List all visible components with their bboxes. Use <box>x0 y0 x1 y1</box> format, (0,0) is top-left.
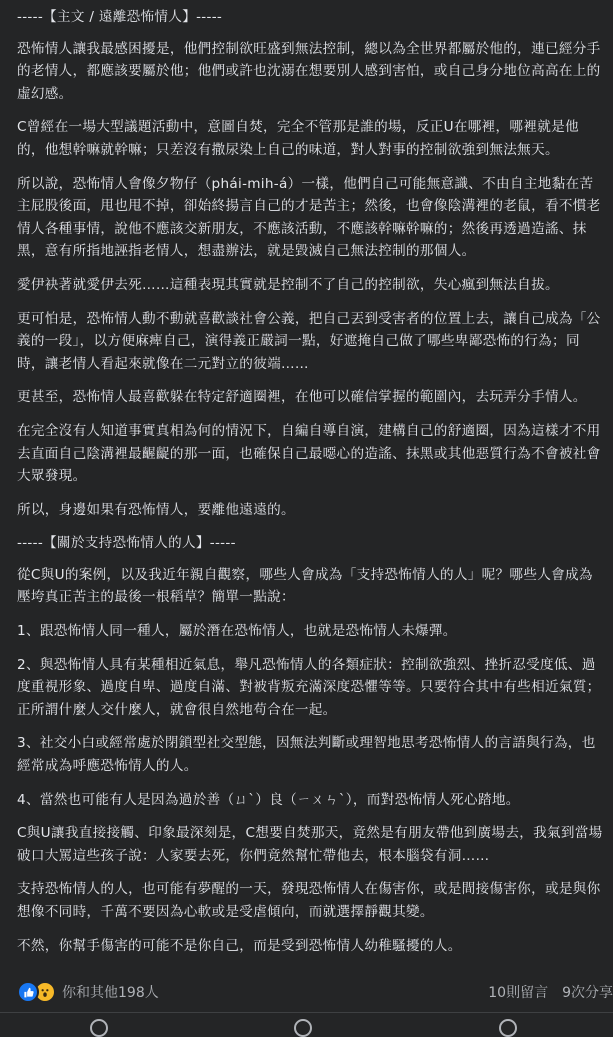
list-item: 4、當然也可能有人是因為過於善（ㄩˋ）良（ㄧㄨㄣˋ），而對恐怖情人死心踏地。 <box>17 791 520 808</box>
paragraph: 更可怕是，恐怖情人動不動就喜歡談社會公義，把自己丟到受害者的位置上去，讓自己成為「公義的一段」，以方便麻痺自己，演得義正嚴詞一點，好遮掩自己做了哪些卑鄙恐怖的行為；同時，讓老情人看起來就像在二元對立的彼端…… <box>17 310 601 372</box>
reactions-bar <box>17 978 613 1006</box>
paragraph: 所以說，恐怖情人會像夕物仔（phái-mih-á）一樣，他們自己可能無意識、不由自主地黏在苦主屁股後面，甩也甩不掉，卻始終揚言自己的才是苦主；然後，也會像陰溝裡的老鼠，看不慣老情人各種事情，說他不應該交新朋友，不應該活動，不應該幹嘛幹嘛的；然後再透過造謠、抹黑，意有所指地誣指老情人，想盡辦法，就是毀滅自己無法控制的那個人。 <box>17 175 601 260</box>
list-item: 2、與恐怖情人具有某種相近氣息，舉凡恐怖情人的各類症狀：控制欲強烈、挫折忍受度低、過度重視形象、過度自卑、過度自滿、對被背叛充滿深度恐懼等等。只要符合其中有些相近氣質；正所謂什麼人交什麼人，就會很自然地苟合在一起。 <box>17 656 601 718</box>
like-icon <box>90 1019 108 1037</box>
comment-icon <box>294 1019 312 1037</box>
section-heading-supporters: -----【關於支持恐怖情人的人】----- <box>17 535 236 552</box>
paragraph: 更甚至，恐怖情人最喜歡躲在特定舒適圈裡，在他可以確信掌握的範圍內，去玩弄分手情人。 <box>17 389 587 406</box>
comment-count[interactable]: 10則留言 <box>488 985 549 1001</box>
post-body <box>17 6 603 957</box>
share-icon <box>499 1019 517 1037</box>
paragraph: 不然，你幫手傷害的可能不是你自己，而是受到恐怖情人幼稚騷擾的人。 <box>17 937 462 954</box>
paragraph: 恐怖情人讓我最感困擾是，他們控制欲旺盛到無法控制，總以為全世界都屬於他的，連已經分手的老情人，都應該要屬於他；他們或許也沈溺在想要別人感到害怕，或自己身分地位高高在上的虛幻感。 <box>17 40 601 102</box>
action-bar <box>0 1012 613 1025</box>
comment-button[interactable] <box>294 1013 318 1037</box>
share-button[interactable] <box>499 1013 523 1037</box>
like-button[interactable] <box>90 1013 114 1037</box>
paragraph: 從C與U的案例，以及我近年親自觀察，哪些人會成為「支持恐怖情人的人」呢？哪些人會成為壓垮真正苦主的最後一根稻草？簡單一點說： <box>17 566 593 606</box>
paragraph: 所以，身邊如果有恐怖情人，要離他遠遠的。 <box>17 501 295 518</box>
reaction-icons[interactable] <box>17 981 56 1003</box>
share-count[interactable]: 9次分享 <box>562 985 613 1001</box>
paragraph: 支持恐怖情人的人，也可能有夢醒的一天，發現恐怖情人在傷害你，或是間接傷害你，或是與你想像不同時，千萬不要因為心軟或是受虐傾向，而就選擇靜觀其變。 <box>17 881 601 920</box>
list-item: 1、跟恐怖情人同一種人，屬於潛在恐怖情人，也就是恐怖情人未爆彈。 <box>17 623 457 640</box>
section-heading-main: -----【主文 / 遠離恐怖情人】----- <box>17 9 223 25</box>
paragraph: 在完全沒有人知道事實真相為何的情況下，自編自導自演，建構自己的舒適圈，因為這樣才不用去直面自己陰溝裡最齷齪的那一面，也確保自己最噁心的造謠、抹黑或其他惡質行為不會被社會大眾發現。 <box>17 422 601 485</box>
paragraph: C曾經在一場大型議題活動中，意圖自焚，完全不管那是誰的場，反正U在哪裡，哪裡就是他的，他想幹嘛就幹嘛；只差沒有撒尿染上自己的味道，對人對事的控制欲強到無法無天。 <box>17 119 579 158</box>
thumbs-up-icon <box>17 981 39 1003</box>
paragraph: 愛伊袂著就愛伊去死……這種表現其實就是控制不了自己的控制欲，失心瘋到無法自拔。 <box>17 276 559 293</box>
list-item: 3、社交小白或經常處於閉鎖型社交型態，因無法判斷或理智地思考恐怖情人的言語與行為，也經常成為呼應恐怖情人的人。 <box>17 735 596 775</box>
paragraph: C與U讓我直接接觸、印象最深刻是，C想要自焚那天，竟然是有朋友帶他到廣場去，我氣到當場破口大罵這些孩子說：人家要去死，你們竟然幫忙帶他去，根本腦袋有洞…… <box>17 825 603 864</box>
reaction-count[interactable]: 你和其他198人 <box>62 985 159 1001</box>
